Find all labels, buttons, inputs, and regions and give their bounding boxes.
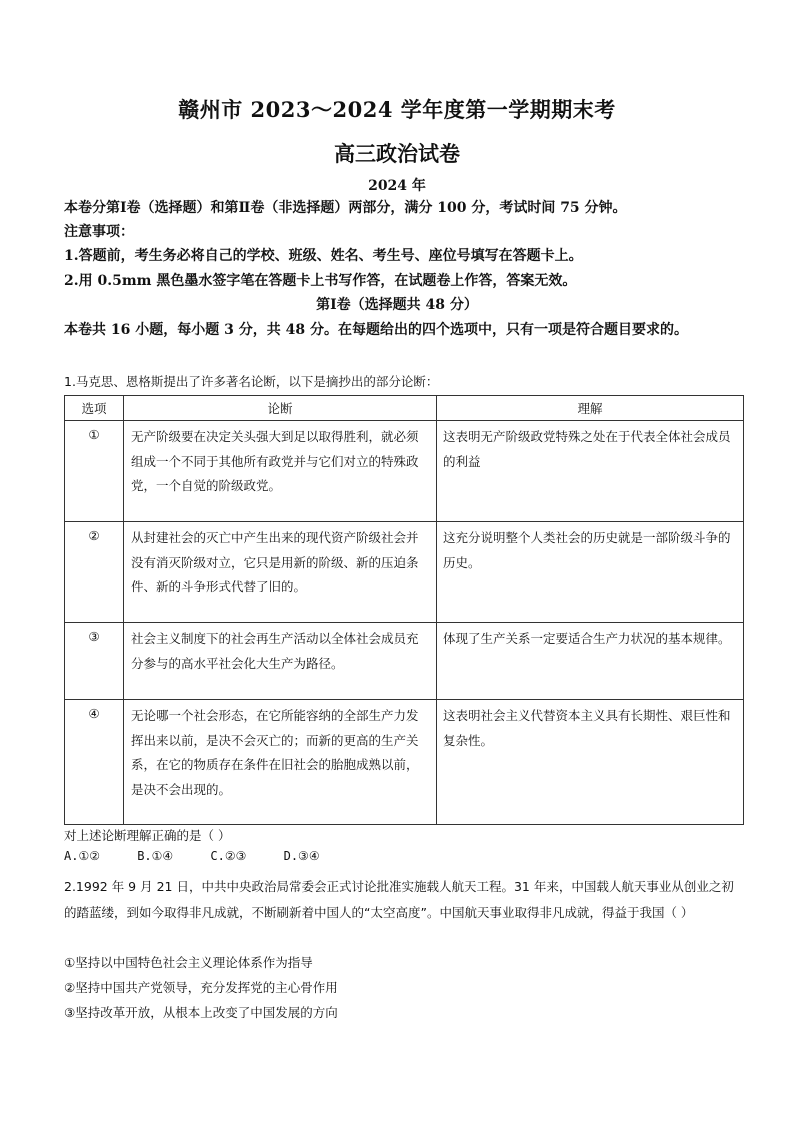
question-1-prompt: 对上述论断理解正确的是（ ） bbox=[64, 828, 231, 843]
row-claim: 从封建社会的灭亡中产生出来的现代资产阶级社会并没有消灭阶级对立，它只是用新的阶级、新的压迫条件、新的斗争形式代替了旧的。 bbox=[124, 522, 437, 623]
row-understanding: 这表明无产阶级政党特殊之处在于代表全体社会成员的利益 bbox=[437, 421, 744, 522]
question-2-stem: 2.1992 年 9 月 21 日，中共中央政治局常委会正式讨论批准实施载人航天工程。31 年来，中国载人航天事业从创业之初的踏蓝缕，到如今取得非凡成就，不断刷新着中国人的“太空高度”。中国航天事业取得非凡成就，得益于我国（ ） bbox=[64, 879, 734, 920]
exam-year: 2024 年 bbox=[368, 178, 426, 194]
row-claim: 无论哪一个社会形态，在它所能容纳的全部生产力发挥出来以前，是决不会灭亡的；而新的更高的生产关系，在它的物质存在条件在旧社会的胎胞成熟以前，是决不会出现的。 bbox=[124, 700, 437, 825]
table-row bbox=[65, 421, 744, 522]
question-2-item-1: ①坚持以中国特色社会主义理论体系作为指导 bbox=[64, 955, 313, 970]
row-option: ② bbox=[65, 522, 124, 623]
row-understanding: 这充分说明整个人类社会的历史就是一部阶级斗争的历史。 bbox=[437, 522, 744, 623]
question-1-stem: 1.马克思、恩格斯提出了许多著名论断，以下是摘抄出的部分论断： bbox=[64, 374, 439, 389]
option-a: A.①② bbox=[64, 849, 100, 863]
section-title: 第Ⅰ卷（选择题共 48 分） bbox=[316, 297, 478, 313]
table-row bbox=[65, 522, 744, 623]
question-1-options bbox=[64, 849, 350, 863]
notice-item-2: 2.用 0.5mm 黑色墨水签字笔在答题卡上书写作答，在试题卷上作答，答案无效。 bbox=[64, 273, 577, 289]
row-option: ④ bbox=[65, 700, 124, 825]
row-claim: 无产阶级要在决定关头强大到足以取得胜利，就必须组成一个不同于其他所有政党并与它们对立的特殊政党，一个自觉的阶级政党。 bbox=[124, 421, 437, 522]
section-intro: 本卷共 16 小题，每小题 3 分，共 48 分。在每题给出的四个选项中，只有一项是符合题目要求的。 bbox=[64, 322, 688, 338]
option-d: D.③④ bbox=[283, 849, 320, 863]
question-2-item-3: ③坚持改革开放，从根本上改变了中国发展的方向 bbox=[64, 1005, 338, 1020]
table-row bbox=[65, 623, 744, 700]
exam-title: 赣州市 2023～2024 学年度第一学期期末考 bbox=[178, 97, 616, 122]
question-2-item-2: ②坚持中国共产党领导，充分发挥党的主心骨作用 bbox=[64, 980, 338, 995]
row-option: ① bbox=[65, 421, 124, 522]
col-header-option: 选项 bbox=[65, 396, 124, 421]
table-header-row bbox=[65, 396, 744, 421]
option-b: B.①④ bbox=[137, 849, 174, 863]
table-row bbox=[65, 700, 744, 825]
instruction-line: 本卷分第Ⅰ卷（选择题）和第Ⅱ卷（非选择题）两部分，满分 100 分，考试时间 75 分钟。 bbox=[64, 200, 627, 216]
row-option: ③ bbox=[65, 623, 124, 700]
col-header-understanding: 理解 bbox=[437, 396, 744, 421]
question-1-table bbox=[64, 395, 744, 825]
col-header-claim: 论断 bbox=[124, 396, 437, 421]
exam-subtitle: 高三政治试卷 bbox=[334, 141, 460, 166]
row-understanding: 这表明社会主义代替资本主义具有长期性、艰巨性和复杂性。 bbox=[437, 700, 744, 825]
row-claim: 社会主义制度下的社会再生产活动以全体社会成员充分参与的高水平社会化大生产为路径。 bbox=[124, 623, 437, 700]
row-understanding: 体现了生产关系一定要适合生产力状况的基本规律。 bbox=[437, 623, 744, 700]
notice-item-1: 1.答题前，考生务必将自己的学校、班级、姓名、考生号、座位号填写在答题卡上。 bbox=[64, 248, 583, 264]
notice-heading: 注意事项： bbox=[64, 224, 134, 240]
option-c: C.②③ bbox=[210, 849, 247, 863]
